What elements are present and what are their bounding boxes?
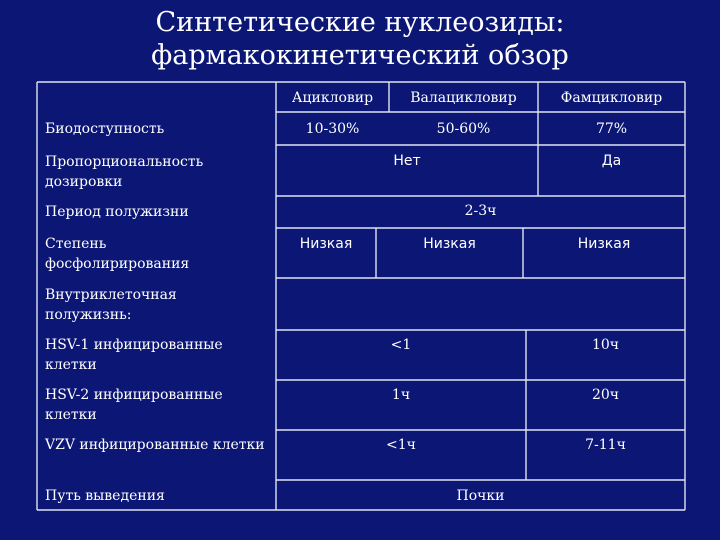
half-life-value: 2-3ч [464, 203, 497, 219]
row-label-bioavailability: Биодоступность [45, 121, 165, 137]
hsv1-famciclovir: 10ч [591, 337, 620, 353]
bioavailability-acyclovir: 10-30% [305, 121, 360, 137]
header-acyclovir: Ацикловир [291, 90, 374, 106]
row-label-elimination: Путь выведения [45, 488, 165, 504]
header-valacyclovir: Валацикловир [410, 90, 517, 106]
phosphorylation-valacyclovir: Низкая [423, 236, 476, 252]
bioavailability-famciclovir: 77% [595, 121, 628, 137]
hsv2-acyclovir-valacyclovir: 1ч [391, 387, 411, 403]
phosphorylation-famciclovir: Низкая [577, 236, 631, 252]
dose-proportionality-acyclovir-valacyclovir: Нет [393, 153, 421, 169]
title-line-1: Синтетические нуклеозиды: [155, 7, 565, 38]
row-label-dose-proportionality: Пропорциональность дозировки [45, 154, 204, 190]
title-line-2: фармакокинетический обзор [151, 40, 569, 71]
header-famciclovir: Фамцикловир [560, 90, 663, 106]
dose-proportionality-famciclovir: Да [601, 153, 622, 169]
row-label-hsv2: HSV-2 инфицированные клетки [45, 387, 223, 423]
row-label-hsv1: HSV-1 инфицированные клетки [45, 337, 223, 373]
row-label-vzv: VZV инфицированные клетки [45, 437, 265, 453]
phosphorylation-acyclovir: Низкая [299, 236, 353, 252]
elimination-value: Почки [456, 488, 505, 504]
hsv1-acyclovir-valacyclovir: <1 [390, 337, 412, 353]
hsv2-famciclovir: 20ч [591, 387, 620, 403]
vzv-famciclovir: 7-11ч [585, 437, 626, 453]
row-label-phosphorylation: Степень фосфолирирования [45, 236, 190, 272]
vzv-acyclovir-valacyclovir: <1ч [386, 437, 416, 453]
row-label-intracellular-half-life: Внутриклеточная полужизнь: [45, 287, 177, 323]
bioavailability-valacyclovir: 50-60% [436, 121, 491, 137]
row-label-half-life: Период полужизни [45, 204, 189, 220]
